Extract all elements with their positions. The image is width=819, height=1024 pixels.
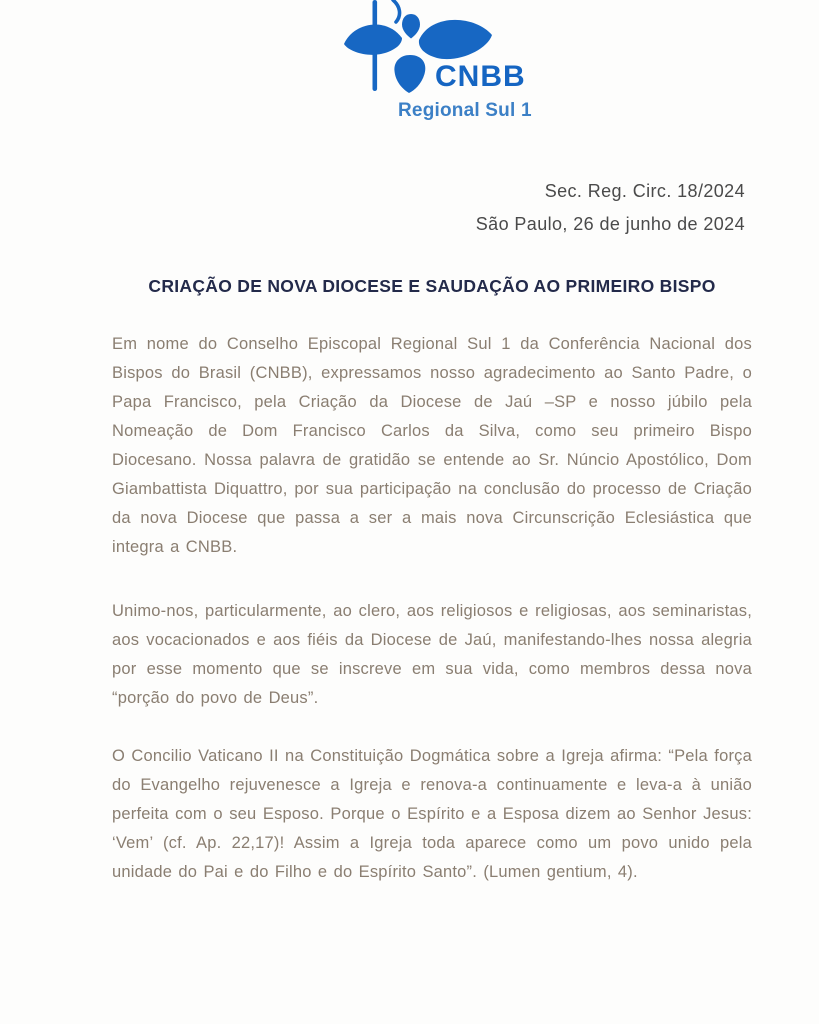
circular-reference: Sec. Reg. Circ. 18/2024 xyxy=(544,181,745,201)
body-paragraph: O Concilio Vaticano II na Constituição Dogmática sobre a Igreja afirma: “Pela força do Evangelho rejuvenesce a Igreja e renova-a continuamente e leva-a à união perfeita com o seu Esposo. Porque o Espírito e a Esposa dizem ao Senhor Jesus: ‘Vem’ (cf. Ap. 22,17)! Assim a Igreja toda aparece como um povo unido pela unidade do Pai e do Filho e do Espírito Santo”. (Lumen gentium, 4). xyxy=(112,747,752,881)
document-title: CRIAÇÃO DE NOVA DIOCESE E SAUDAÇÃO AO PRIMEIRO BISPO xyxy=(148,276,716,296)
body-paragraph: Em nome do Conselho Episcopal Regional Sul 1 da Conferência Nacional dos Bispos do Brasil (CNBB), expressamos nosso agradecimento ao Santo Padre, o Papa Francisco, pela Criação da Diocese de Jaú –SP e nosso júbilo pela Nomeação de Dom Francisco Carlos da Silva, como seu primeiro Bispo Diocesano. Nossa palavra de gratidão se entende ao Sr. Núncio Apostólico, Dom Giambattista Diquattro, por sua participação na conclusão do processo de Criação da nova Diocese que passa a ser a mais nova Circunscrição Eclesiástica que integra a CNBB. xyxy=(112,335,752,556)
logo-org-name: CNBB xyxy=(435,60,526,93)
dateline: São Paulo, 26 de junho de 2024 xyxy=(475,214,745,234)
logo-region-name: Regional Sul 1 xyxy=(398,100,532,121)
body-paragraph: Unimo-nos, particularmente, ao clero, aos religiosos e religiosas, aos seminaristas, aos vocacionados e aos fiéis da Diocese de Jaú, manifestando-lhes nossa alegria por esse momento que se inscreve em sua vida, como membros dessa nova “porção do povo de Deus”. xyxy=(112,602,752,707)
cnbb-logo xyxy=(340,0,540,132)
reference-block xyxy=(476,175,745,241)
